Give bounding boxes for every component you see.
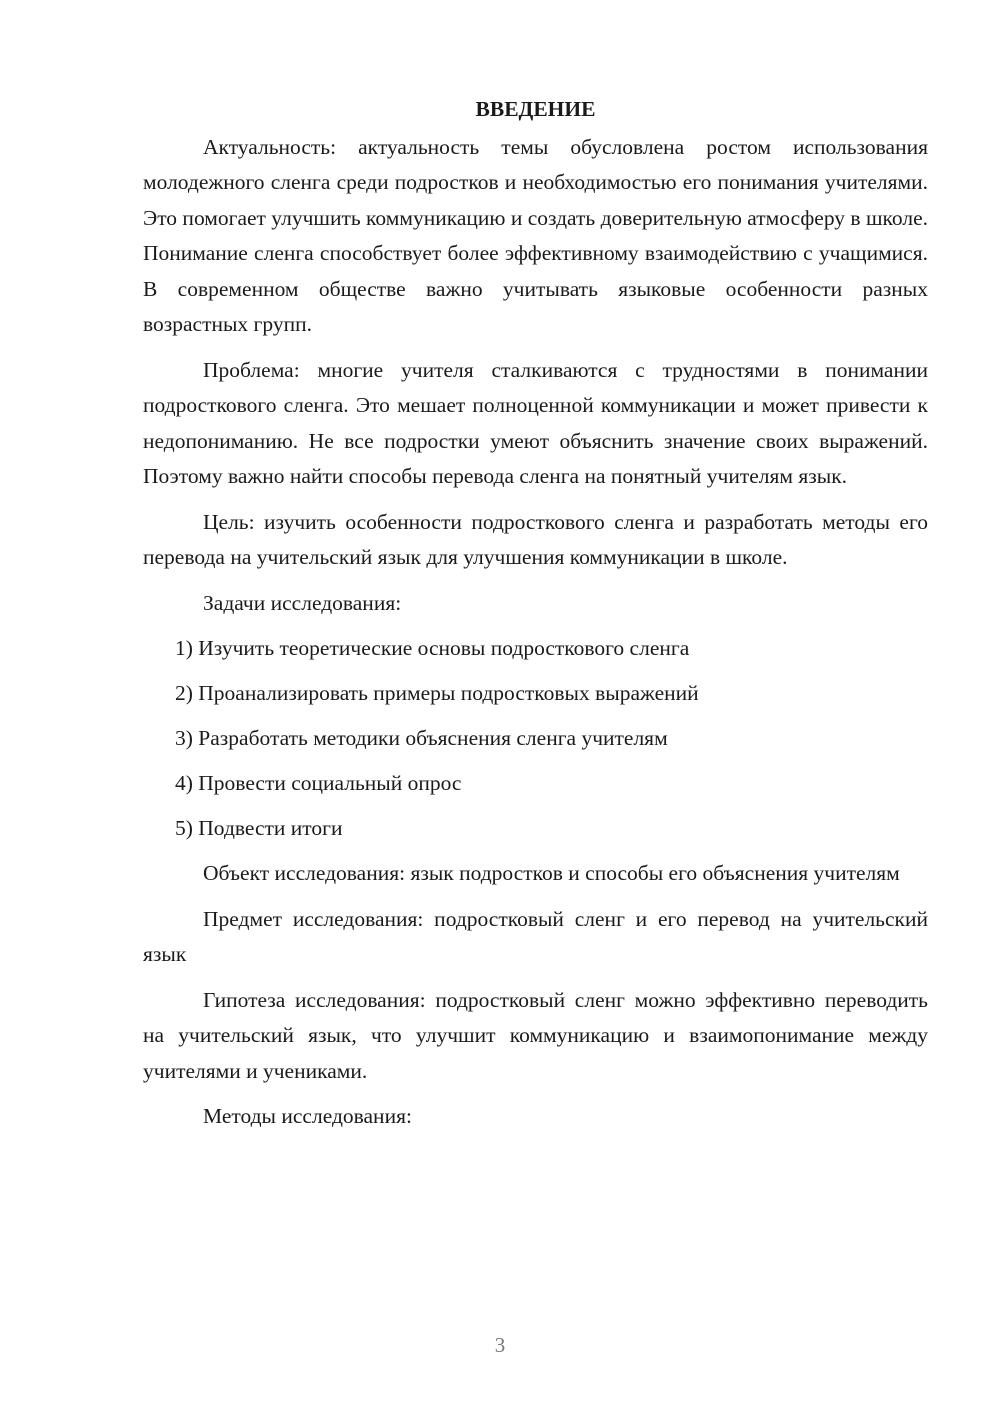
tasks-heading: Задачи исследования:: [203, 590, 402, 615]
tasks-list: [143, 631, 928, 847]
paragraph-problem: Проблема: многие учителя сталкиваются с трудностями в понимании подросткового сленга. Это мешает полноценной коммуникации и может привести к недопониманию. Не все подростки умеют объяснить значение своих выражений. Поэтому важно найти способы перевода сленга на понятный учителям язык.: [143, 357, 928, 488]
section-title: ВВЕДЕНИЕ: [475, 97, 596, 121]
methods-heading: Методы исследования:: [203, 1104, 412, 1128]
document-page: [143, 92, 928, 1145]
page-number: 3: [494, 1333, 506, 1357]
list-item: 2) Проанализировать примеры подростковых выражений: [175, 681, 699, 705]
paragraph-relevance: Актуальность: актуальность темы обусловлена ростом использования молодежного сленга среди подростков и необходимостью его понимания учителями. Это помогает улучшить коммуникацию и создать доверительную атмосферу в школе. Понимание сленга способствует более эффективному взаимодействию с учащимися. В современном обществе важно учитывать языковые особенности разных возрастных групп.: [143, 134, 928, 336]
list-item: 4) Провести социальный опрос: [175, 771, 462, 795]
paragraph-subject: Предмет исследования: подростковый сленг и его перевод на учительский язык: [143, 906, 928, 966]
paragraph-object: Объект исследования: язык подростков и способы его объяснения учителям: [203, 861, 900, 885]
list-item: 1) Изучить теоретические основы подросткового сленга: [175, 636, 690, 660]
list-item: 3) Разработать методики объяснения сленга учителям: [175, 726, 668, 750]
paragraph-hypothesis: Гипотеза исследования: подростковый сленг можно эффективно переводить на учительский язык, что улучшит коммуникацию и взаимопонимание между учителями и учениками.: [143, 987, 928, 1083]
list-item: 5) Подвести итоги: [175, 816, 343, 840]
paragraph-goal: Цель: изучить особенности подросткового сленга и разработать методы его перевода на учительский язык для улучшения коммуникации в школе.: [143, 509, 928, 569]
